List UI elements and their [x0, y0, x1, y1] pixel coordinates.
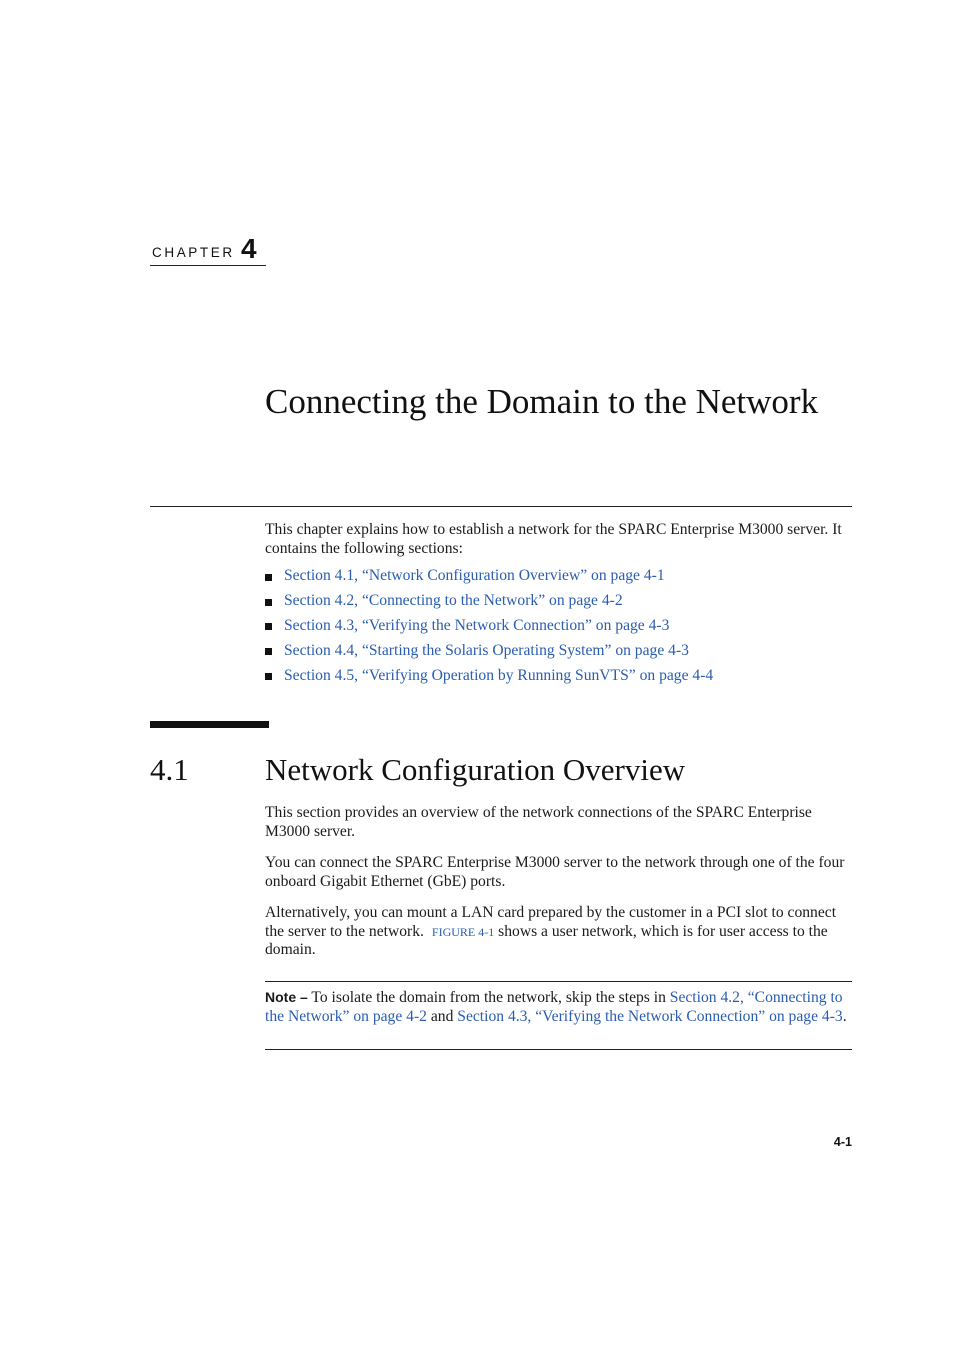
bullet-icon: [265, 599, 272, 606]
chapter-title: Connecting the Domain to the Network: [265, 382, 819, 421]
toc-link-4-4[interactable]: Section 4.4, “Starting the Solaris Operating System” on page 4-3: [284, 641, 689, 659]
bullet-icon: [265, 623, 272, 630]
chapter-underline: [150, 265, 266, 266]
chapter-label: CHAPTER: [152, 245, 235, 260]
toc-link-4-2[interactable]: Section 4.2, “Connecting to the Network” on page 4-2: [284, 592, 623, 610]
list-item: [265, 638, 865, 663]
note-text: To isolate the domain from the network, skip the steps in: [307, 989, 670, 1006]
bullet-icon: [265, 574, 272, 581]
section-heading-bar: [150, 721, 269, 728]
section-title: Network Configuration Overview: [265, 752, 686, 787]
list-item: [265, 663, 865, 688]
note-label: Note –: [265, 989, 308, 1005]
paragraph-text: shows a user network, which is for user access to the domain.: [265, 922, 828, 958]
section-list: [265, 564, 865, 688]
note-text: .: [842, 1007, 847, 1025]
note-link-section-4-2[interactable]: Section 4.2, “Connecting to the Network” on page 4-2: [265, 989, 843, 1025]
page-number: 4-1: [833, 1135, 852, 1149]
section-paragraph-2: You can connect the SPARC Enterprise M3000 server to the network through one of the four onboard Gigabit Ethernet (GbE) ports.: [265, 854, 845, 890]
note-top-rule: [265, 981, 852, 982]
chapter-number: 4: [241, 233, 257, 264]
toc-link-4-5[interactable]: Section 4.5, “Verifying Operation by Running SunVTS” on page 4-4: [284, 666, 714, 684]
intro-paragraph: This chapter explains how to establish a network for the SPARC Enterprise M3000 server. It contains the following sections:: [265, 521, 842, 557]
note-bottom-rule: [265, 1049, 852, 1050]
figure-reference-link[interactable]: FIGURE 4-1: [431, 924, 495, 939]
section-number: 4.1: [150, 752, 189, 787]
note-link-section-4-3[interactable]: Section 4.3, “Verifying the Network Connection” on page 4-3: [457, 1007, 843, 1025]
toc-link-4-1[interactable]: Section 4.1, “Network Configuration Overview” on page 4-1: [284, 567, 665, 585]
paragraph-text: Alternatively, you can mount a LAN card prepared by the customer in a PCI slot to connect the server to the network.: [265, 904, 837, 940]
section-paragraph-1: This section provides an overview of the network connections of the SPARC Enterprise M3000 server.: [265, 804, 812, 840]
list-item: [265, 564, 865, 589]
toc-link-4-3[interactable]: Section 4.3, “Verifying the Network Connection” on page 4-3: [284, 616, 670, 634]
list-item: [265, 589, 865, 614]
list-item: [265, 614, 865, 639]
title-divider: [150, 506, 852, 507]
bullet-icon: [265, 673, 272, 680]
note-text: and: [426, 1007, 458, 1025]
bullet-icon: [265, 648, 272, 655]
section-paragraph-3: [265, 904, 855, 960]
note-box: [265, 988, 853, 1026]
